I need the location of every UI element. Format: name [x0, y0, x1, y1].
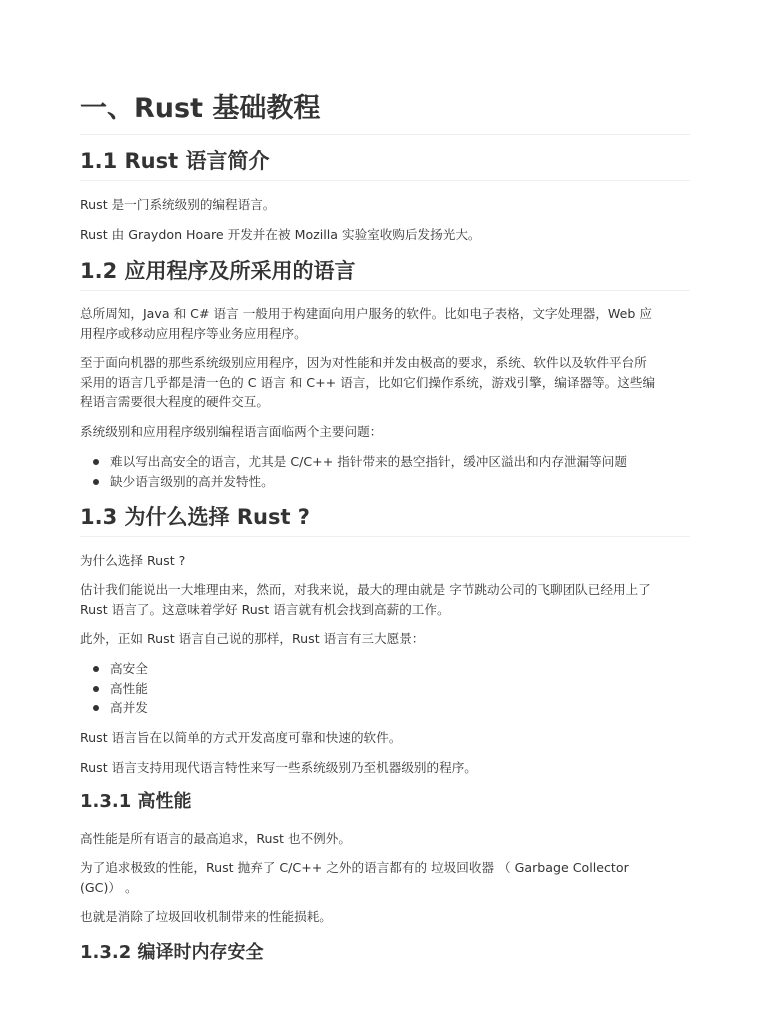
paragraph-line: 程语言需要很大程度的硬件交互。	[80, 394, 269, 409]
page-title: 一、Rust 基础教程	[80, 90, 690, 135]
paragraph: Rust 语言旨在以简单的方式开发高度可靠和快速的软件。	[80, 730, 402, 745]
paragraph-line: 估计我们能说出一大堆理由来，然而，对我来说，最大的理由就是 字节跳动公司的飞聊团队已经用上了	[80, 582, 651, 597]
paragraph-line: Rust 语言了。这意味着学好 Rust 语言就有机会找到高薪的工作。	[80, 601, 450, 617]
paragraph: Rust 由 Graydon Hoare 开发并在被 Mozilla 实验室收购后发扬光大。	[80, 227, 481, 242]
paragraph	[80, 858, 690, 897]
bullet-list	[80, 452, 690, 491]
bullet-list	[80, 659, 690, 718]
paragraph: 高性能是所有语言的最高追求，Rust 也不例外。	[80, 831, 351, 846]
paragraph: 此外，正如 Rust 语言自己说的那样，Rust 语言有三大愿景：	[80, 631, 425, 646]
paragraph-line: 总所周知，Java 和 C# 语言 一般用于构建面向用户服务的软件。比如电子表格，文字处理器，Web 应	[80, 306, 652, 321]
list-item: 高性能	[80, 679, 690, 699]
paragraph: Rust 语言支持用现代语言特性来写一些系统级别乃至机器级别的程序。	[80, 760, 477, 775]
paragraph-line: 为了追求极致的性能，Rust 抛弃了 C/C++ 之外的语言都有的 垃圾回收器 （ Garbage Collector	[80, 860, 629, 875]
paragraph-line: (GC)） 。	[80, 879, 138, 895]
list-item: 高并发	[80, 698, 690, 718]
subsection-heading-1-3-1: 1.3.1 高性能	[80, 791, 192, 812]
paragraph: 系统级别和应用程序级别编程语言面临两个主要问题：	[80, 424, 383, 439]
paragraph	[80, 304, 690, 343]
list-item: 缺少语言级别的高并发特性。	[80, 472, 690, 492]
paragraph: 也就是消除了垃圾回收机制带来的性能损耗。	[80, 909, 332, 924]
paragraph-line: 采用的语言几乎都是清一色的 C 语言 和 C++ 语言，比如它们操作系统，游戏引擎，编译器等。这些编	[80, 374, 656, 390]
paragraph-line: 至于面向机器的那些系统级别应用程序，因为对性能和并发由极高的要求，系统、软件以及软件平台所	[80, 355, 647, 370]
paragraph: Rust 是一门系统级别的编程语言。	[80, 197, 276, 212]
list-item: 难以写出高安全的语言，尤其是 C/C++ 指针带来的悬空指针，缓冲区溢出和内存泄漏等问题	[80, 452, 690, 472]
paragraph	[80, 580, 690, 619]
section-heading-1-1: 1.1 Rust 语言简介	[80, 146, 690, 181]
paragraph-line: 用程序或移动应用程序等业务应用程序。	[80, 325, 307, 341]
paragraph: 为什么选择 Rust ?	[80, 553, 186, 568]
paragraph	[80, 353, 690, 412]
list-item: 高安全	[80, 659, 690, 679]
section-heading-1-3: 1.3 为什么选择 Rust ?	[80, 502, 690, 537]
subsection-heading-1-3-2: 1.3.2 编译时内存安全	[80, 942, 264, 963]
section-heading-1-2: 1.2 应用程序及所采用的语言	[80, 256, 690, 291]
